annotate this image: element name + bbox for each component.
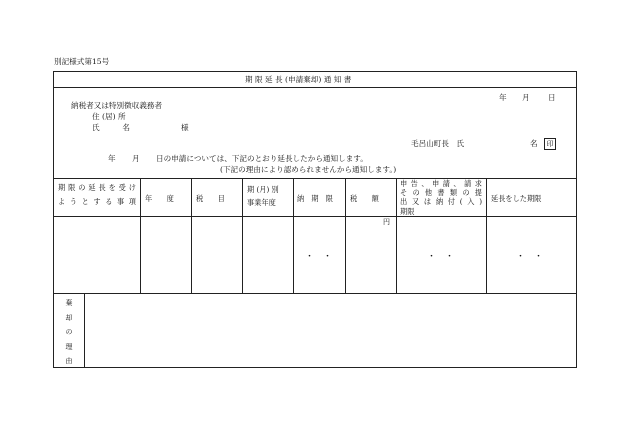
reason-char-2: 却 [65, 313, 73, 322]
mayor-name-label: 名 [530, 139, 538, 148]
header-period-line1: 期 (月) 別 [247, 185, 279, 194]
header-extension-subject-line1: 期限の延長を受け [58, 183, 136, 192]
seal-mark: 印 [544, 138, 556, 150]
header-fiscal-year: 年 度 [145, 194, 174, 203]
reason-char-4: 理 [65, 342, 73, 351]
message-year: 年 [108, 154, 116, 163]
col-divider-4 [293, 178, 294, 293]
date-year: 年 [499, 93, 507, 102]
table-data-line [53, 293, 577, 294]
col-divider-1 [140, 178, 141, 293]
message-month: 月 [132, 154, 140, 163]
reason-char-1: 棄 [65, 299, 73, 307]
header-filing-line1: 申告、申請、請求 [400, 179, 482, 188]
message-text: 日の申請については、下記のとおり延長したから通知します。 [156, 154, 368, 163]
header-extension-subject [58, 183, 136, 208]
header-period [247, 185, 279, 209]
col-divider-3 [242, 178, 243, 293]
addressee-type: 納税者又は特別徴収義務者 [71, 101, 163, 110]
reason-char-3: の [65, 328, 73, 336]
header-tax-item: 税 目 [196, 194, 225, 203]
header-filing-line4: 期限 [400, 206, 415, 216]
honorific: 様 [181, 123, 189, 132]
mayor-title: 毛呂山町長 氏 [411, 139, 465, 148]
message-alt-text: (下記の理由により認められませんから通知します。) [220, 165, 397, 174]
extended-date-dots: ・ ・ [516, 252, 544, 262]
name-label: 氏 名 [92, 123, 130, 132]
header-filing-line2: その他書類の提 [400, 188, 482, 198]
header-filing-line3: 出又は納付(入) [400, 197, 482, 207]
col-divider-5 [345, 178, 346, 293]
col-divider-6 [396, 178, 397, 293]
header-due-date: 納 期 限 [297, 194, 333, 203]
address-label: 住 (居) 所 [92, 112, 126, 121]
col-divider-2 [191, 178, 192, 293]
date-month: 月 [522, 93, 530, 102]
table-top-line [53, 178, 577, 179]
header-period-line2: 事業年度 [247, 198, 276, 208]
form-frame [53, 71, 577, 368]
header-extended-date: 延長をした期限 [491, 194, 542, 203]
reason-divider [84, 293, 85, 368]
header-extension-subject-line2: ようとする事項 [58, 197, 136, 207]
date-day: 日 [548, 93, 556, 102]
header-filing-deadline [400, 179, 482, 216]
filing-date-dots: ・ ・ [427, 252, 455, 262]
header-tax-amount: 税 額 [350, 194, 379, 203]
form-number-label: 別記様式第15号 [54, 57, 110, 66]
form-title: 期 限 延 長 (申請棄却) 通 知 書 [245, 75, 352, 84]
yen-unit: 円 [383, 218, 390, 226]
reason-char-5: 由 [65, 357, 73, 365]
col-divider-7 [486, 178, 487, 293]
table-header-line [53, 216, 577, 217]
title-divider [53, 87, 577, 88]
reason-label [64, 298, 74, 367]
due-date-dots: ・ ・ [305, 252, 333, 262]
